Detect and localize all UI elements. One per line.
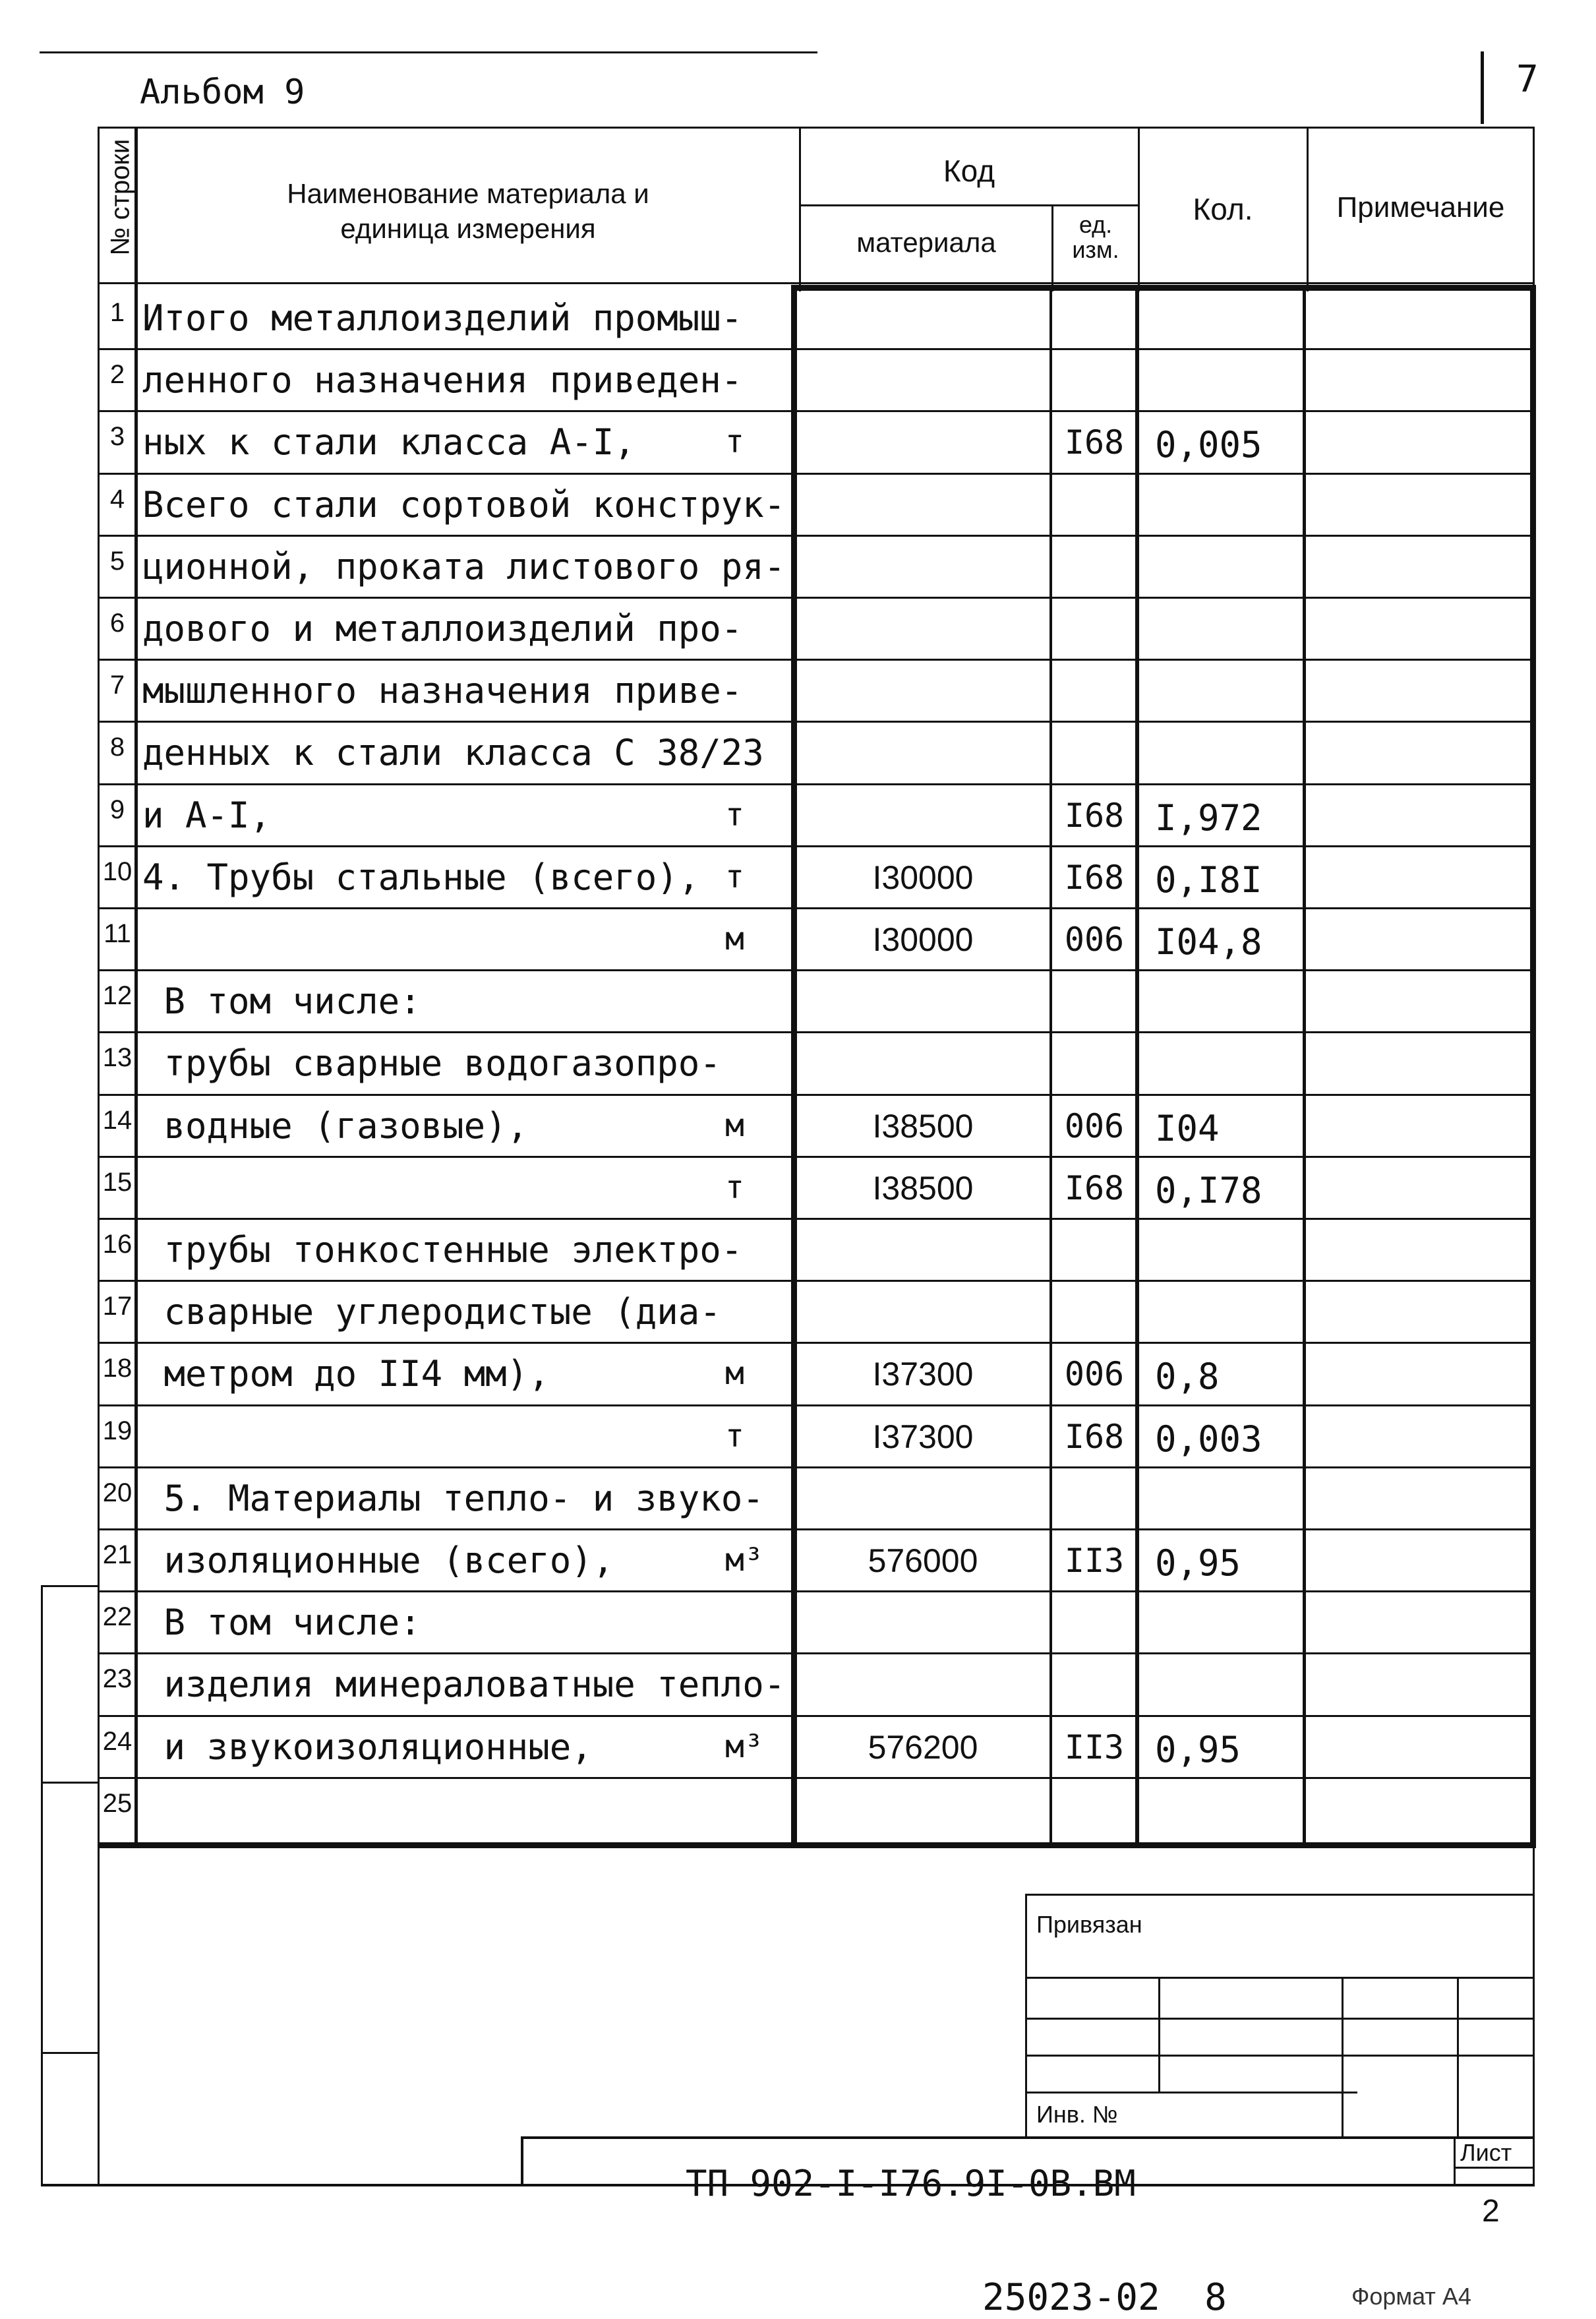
row-name: Итого металлоизделий промыш- — [142, 297, 743, 339]
row-number: 7 — [109, 671, 125, 700]
row-material-code: I37300 — [872, 1418, 974, 1455]
header-name: Наименование материала и единица измерения — [287, 178, 649, 244]
row-number: 25 — [102, 1789, 133, 1818]
header-code-unit: ед. изм. — [1072, 211, 1119, 263]
titleblock-top — [521, 2136, 1535, 2139]
row-unit: т — [725, 858, 744, 895]
row-number: 21 — [102, 1540, 133, 1569]
row-unit-code: II3 — [1064, 1728, 1125, 1766]
row-number: 2 — [109, 360, 125, 389]
row-quantity: I,972 — [1155, 797, 1262, 839]
row-quantity: I04,8 — [1155, 921, 1262, 963]
row-unit: т — [725, 797, 744, 833]
row-unit-code: II3 — [1064, 1542, 1125, 1580]
header-code: Код — [943, 154, 995, 188]
row-separator — [98, 1528, 1535, 1530]
row-quantity: I04 — [1155, 1108, 1220, 1149]
header-qty: Кол. — [1193, 192, 1253, 226]
row-material-code: I38500 — [872, 1108, 974, 1145]
format-label: Формат А4 — [1351, 2283, 1471, 2310]
col-divider-qty — [1135, 285, 1139, 1848]
album-label: Альбом 9 — [140, 73, 305, 112]
lower-frame-left — [98, 1842, 100, 2185]
stamp-col-3 — [1457, 1977, 1459, 2138]
row-number: 12 — [102, 981, 133, 1010]
bottom-frame-right — [1533, 1842, 1535, 2185]
sheet-cell-left — [1454, 2136, 1456, 2186]
row-number: 1 — [109, 298, 125, 327]
row-unit-code: 006 — [1064, 1355, 1125, 1393]
row-number: 18 — [102, 1354, 133, 1383]
stamp-line-4 — [1025, 2092, 1357, 2093]
row-unit-code: 006 — [1064, 920, 1125, 959]
row-separator — [98, 1652, 1535, 1654]
binding-top-line — [41, 1585, 99, 1587]
doc-code: ТП 902-I-I76.9I-0В.ВМ — [686, 2163, 1136, 2204]
row-separator — [98, 783, 1535, 785]
row-separator — [98, 473, 1535, 475]
row-number: 24 — [102, 1727, 133, 1756]
row-unit: т — [725, 1418, 744, 1455]
row-number: 20 — [102, 1478, 133, 1507]
row-name: 4. Трубы стальные (всего), — [142, 857, 700, 898]
row-number: 17 — [102, 1292, 133, 1321]
row-name: ленного назначения приведен- — [142, 359, 743, 401]
row-number: 8 — [109, 733, 125, 762]
row-unit: м³ — [725, 1542, 763, 1579]
row-unit-code: I68 — [1064, 858, 1125, 897]
row-name: ных к стали класса А-I, — [142, 421, 635, 463]
row-number: 11 — [103, 919, 131, 948]
header-bottom-line — [98, 282, 1535, 284]
row-number: 10 — [102, 857, 133, 886]
row-separator — [98, 1156, 1535, 1158]
row-unit: м — [725, 1355, 744, 1392]
binding-mid-line-1 — [41, 1782, 99, 1784]
row-name: и А-I, — [142, 795, 272, 836]
row-unit: т — [725, 423, 744, 460]
row-name: трубы тонкостенные электро- — [142, 1229, 743, 1271]
row-unit: м — [725, 1107, 744, 1144]
row-name: изоляционные (всего), — [142, 1540, 614, 1581]
data-frame-right — [1530, 285, 1536, 1848]
sheet-cell-divider — [1454, 2167, 1533, 2169]
row-separator — [98, 410, 1535, 412]
binding-left-line — [41, 1585, 43, 2185]
row-material-code: I37300 — [872, 1356, 974, 1393]
data-frame-left — [791, 285, 797, 1848]
row-number: 3 — [109, 422, 125, 451]
row-unit-code: I68 — [1064, 1418, 1125, 1456]
row-name: мышленного назначения приве- — [142, 670, 743, 711]
stamp-inv-no: Инв. № — [1036, 2101, 1118, 2128]
note-left-line — [1307, 127, 1309, 291]
header-row-no: № строки — [105, 138, 135, 256]
sheet-number: 2 — [1482, 2194, 1500, 2229]
code-subheader-line — [799, 204, 1139, 206]
code-unit-divider — [1051, 204, 1053, 291]
header-top-line — [98, 127, 1535, 129]
row-quantity: 0,8 — [1155, 1356, 1220, 1397]
row-separator — [98, 1218, 1535, 1220]
col-divider-ed — [1049, 285, 1052, 1848]
row-number: 22 — [102, 1602, 133, 1631]
row-name: и звукоизоляционные, — [142, 1726, 593, 1768]
sheet-label: Лист — [1460, 2139, 1512, 2166]
row-separator — [98, 845, 1535, 847]
row-quantity: 0,I8I — [1155, 859, 1262, 901]
header-right-line — [1533, 127, 1535, 291]
row-material-code: 576000 — [868, 1542, 978, 1579]
row-separator — [98, 1342, 1535, 1344]
row-number: 16 — [102, 1230, 133, 1259]
row-number: 9 — [109, 795, 125, 824]
row-separator — [98, 969, 1535, 971]
row-separator — [98, 1715, 1535, 1717]
data-frame-top — [791, 285, 1536, 291]
row-name: Всего стали сортовой конструк- — [142, 484, 786, 526]
row-unit-code: I68 — [1064, 423, 1125, 462]
row-material-code: I30000 — [872, 859, 974, 896]
row-number: 19 — [102, 1416, 133, 1445]
row-name: сварные углеродистые (диа- — [142, 1291, 721, 1333]
row-separator — [98, 659, 1535, 661]
row-quantity: 0,005 — [1155, 424, 1262, 466]
row-quantity: 0,95 — [1155, 1542, 1241, 1584]
row-name: водные (газовые), — [142, 1105, 529, 1147]
row-name: изделия минераловатные тепло- — [142, 1664, 786, 1705]
row-number: 4 — [109, 485, 125, 514]
row-material-code: I30000 — [872, 921, 974, 958]
data-frame-bottom — [98, 1842, 1536, 1848]
row-number: 23 — [102, 1664, 133, 1693]
row-quantity: 0,I78 — [1155, 1170, 1262, 1211]
row-number: 15 — [102, 1168, 133, 1197]
row-name: метром до II4 мм), — [142, 1353, 550, 1395]
row-unit-code: 006 — [1064, 1107, 1125, 1145]
row-name: денных к стали класса С 38/23 — [142, 732, 764, 773]
page-corner-number: 7 — [1516, 58, 1539, 101]
qty-left-line — [1138, 127, 1140, 291]
binding-mid-line-2 — [41, 2052, 99, 2054]
row-quantity: 0,95 — [1155, 1729, 1241, 1770]
row-number: 5 — [109, 547, 125, 576]
row-quantity: 0,003 — [1155, 1418, 1262, 1460]
code-left-line — [799, 127, 801, 291]
col-divider-note — [1303, 285, 1306, 1848]
row-separator — [98, 348, 1535, 350]
row-name: В том числе: — [142, 980, 421, 1022]
row-name: В том числе: — [142, 1602, 421, 1643]
row-separator — [98, 1777, 1535, 1779]
stamp-col-2 — [1342, 1977, 1344, 2138]
stamp-left-line — [1025, 1894, 1027, 2138]
row-name: 5. Материалы тепло- и звуко- — [142, 1478, 764, 1519]
stamp-privyazan: Привязан — [1036, 1911, 1142, 1938]
row-unit-code: I68 — [1064, 797, 1125, 835]
row-number: 13 — [102, 1043, 133, 1072]
row-number: 6 — [109, 609, 125, 638]
row-unit: м — [725, 920, 744, 957]
row-unit-code: I68 — [1064, 1169, 1125, 1207]
row-separator — [98, 907, 1535, 909]
stamp-col-1 — [1158, 1977, 1160, 2092]
row-name: трубы сварные водогазопро- — [142, 1042, 721, 1084]
header-note: Примечание — [1336, 191, 1505, 224]
row-unit: т — [725, 1169, 744, 1206]
row-material-code: 576200 — [868, 1729, 978, 1766]
row-separator — [98, 1280, 1535, 1282]
row-separator — [98, 721, 1535, 723]
row-separator — [98, 1404, 1535, 1406]
row-separator — [98, 1466, 1535, 1468]
row-separator — [98, 1094, 1535, 1096]
header-code-material: материала — [856, 227, 996, 258]
row-name: дового и металлоизделий про- — [142, 608, 743, 649]
corner-divider — [1481, 51, 1484, 124]
footer-number: 25023-02 8 — [982, 2276, 1227, 2319]
row-unit: м³ — [725, 1728, 763, 1765]
row-material-code: I38500 — [872, 1170, 974, 1207]
row-name: ционной, проката листового ря- — [142, 546, 786, 587]
row-separator — [98, 1031, 1535, 1033]
row-separator — [98, 535, 1535, 537]
top-rule — [40, 51, 817, 53]
row-separator — [98, 1590, 1535, 1592]
titleblock-left-full — [521, 2136, 523, 2186]
row-separator — [98, 597, 1535, 599]
stamp-top-line — [1025, 1894, 1533, 1896]
row-number: 14 — [102, 1106, 133, 1135]
